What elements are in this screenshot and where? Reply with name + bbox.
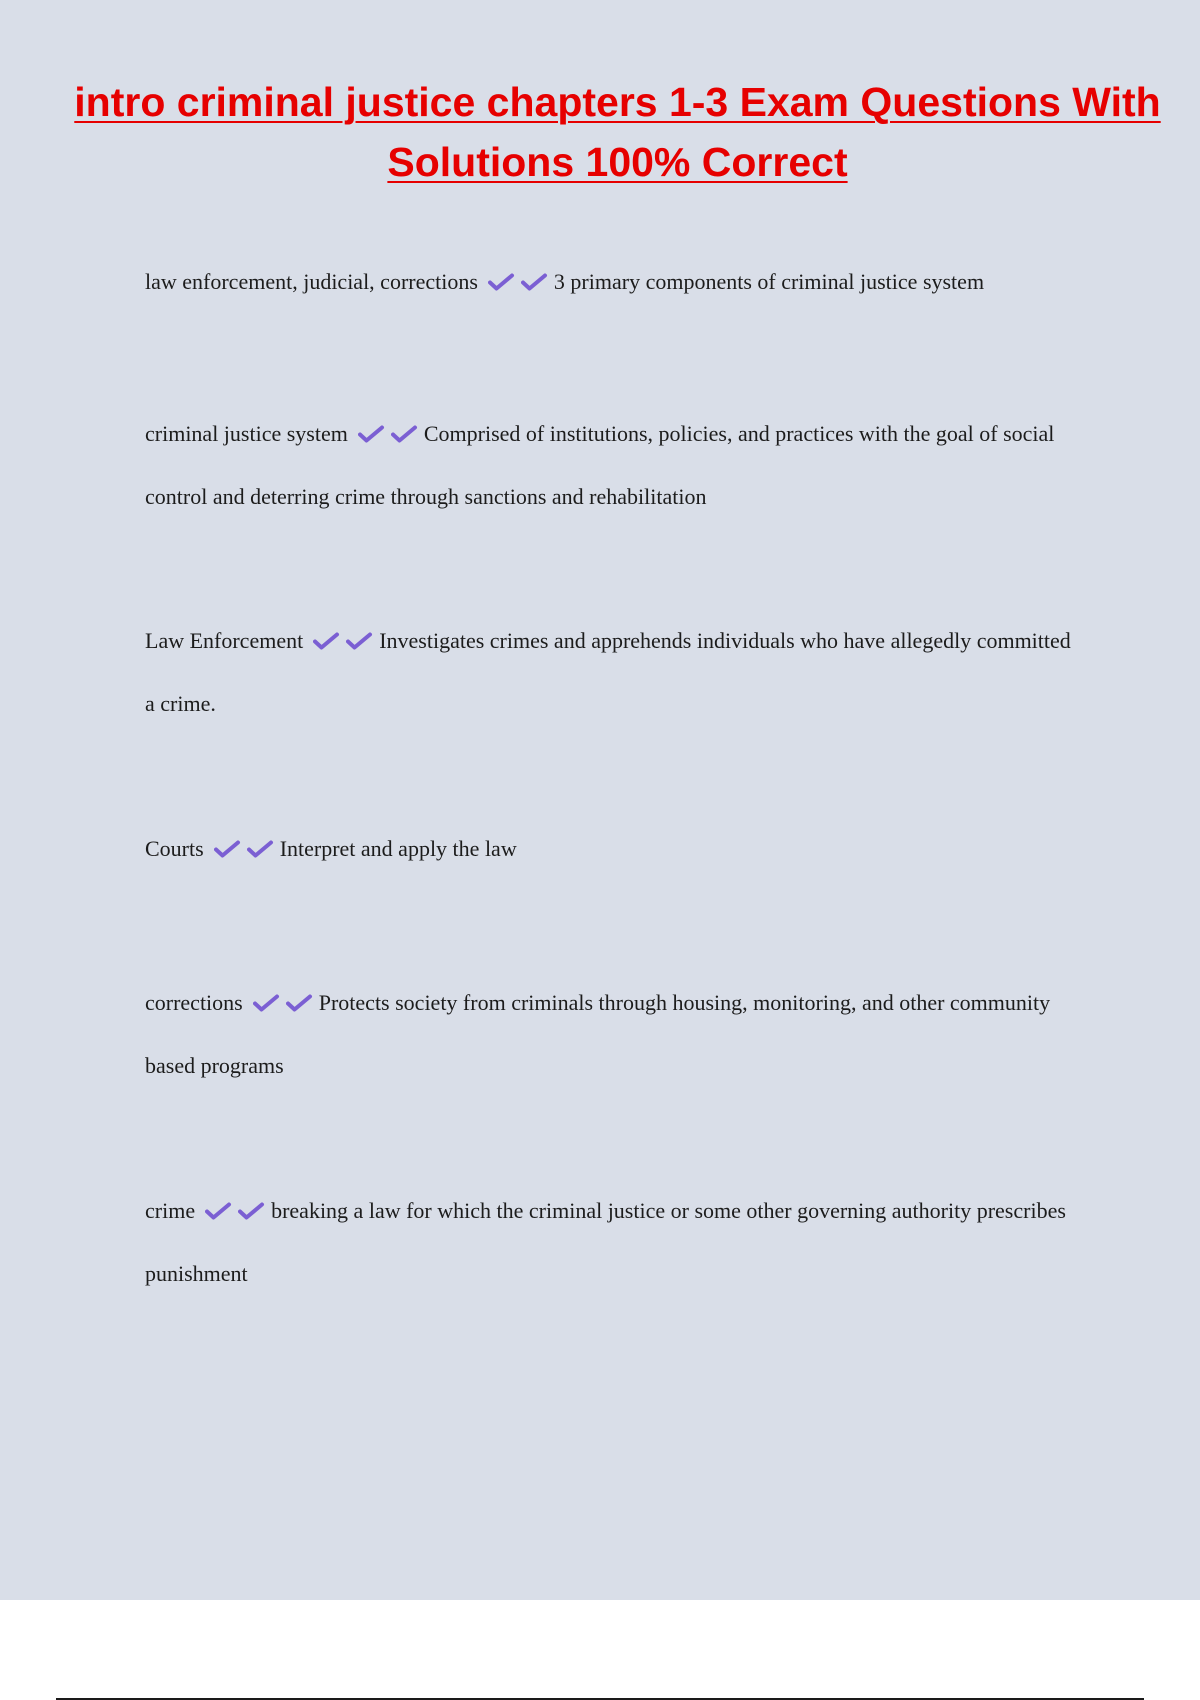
- check-mark-icon: [391, 425, 418, 443]
- check-mark-icon: [205, 1202, 232, 1220]
- check-mark-icon: [346, 632, 373, 650]
- check-mark-icon: [253, 994, 280, 1012]
- checkmark-pair: [482, 253, 548, 314]
- entry-item: [145, 1180, 1080, 1304]
- entry-term: criminal justice system: [145, 421, 348, 446]
- check-mark-icon: [488, 273, 515, 291]
- check-mark-icon: [286, 994, 313, 1012]
- checkmark-pair: [352, 405, 418, 466]
- entry-item: [145, 403, 1080, 527]
- entry-definition: Comprised of institutions, policies, and practices with the goal of social control and deterring crime through sanctions and rehabilitation: [145, 421, 1055, 509]
- checkmark-pair: [199, 1182, 265, 1243]
- entry-definition: Investigates crimes and apprehends individuals who have allegedly committed a crime.: [145, 628, 1071, 716]
- entry-term: Law Enforcement: [145, 628, 304, 653]
- document-title: intro criminal justice chapters 1-3 Exam Questions With Solutions 100% Correct: [74, 79, 1161, 185]
- check-mark-icon: [247, 840, 274, 858]
- entry-definition: breaking a law for which the criminal justice or some other governing authority prescribes punishment: [145, 1198, 1066, 1286]
- check-mark-icon: [313, 632, 340, 650]
- entry-term: corrections: [145, 990, 243, 1015]
- checkmark-pair: [307, 612, 373, 673]
- check-mark-icon: [521, 273, 548, 291]
- entry-term: Courts: [145, 836, 204, 861]
- entry-term: crime: [145, 1198, 196, 1223]
- checkmark-pair: [208, 820, 274, 881]
- entry-definition: Protects society from criminals through housing, monitoring, and other community based programs: [145, 990, 1051, 1078]
- entry-definition: Interpret and apply the law: [279, 836, 517, 861]
- check-mark-icon: [214, 840, 241, 858]
- entry-item: [145, 251, 1080, 314]
- check-mark-icon: [238, 1202, 265, 1220]
- entry-item: [145, 818, 1080, 881]
- entry-term: law enforcement, judicial, corrections: [145, 269, 478, 294]
- entry-item: [145, 610, 1080, 734]
- entry-item: [145, 972, 1080, 1096]
- check-mark-icon: [358, 425, 385, 443]
- entry-definition: 3 primary components of criminal justice system: [553, 269, 985, 294]
- checkmark-pair: [247, 974, 313, 1035]
